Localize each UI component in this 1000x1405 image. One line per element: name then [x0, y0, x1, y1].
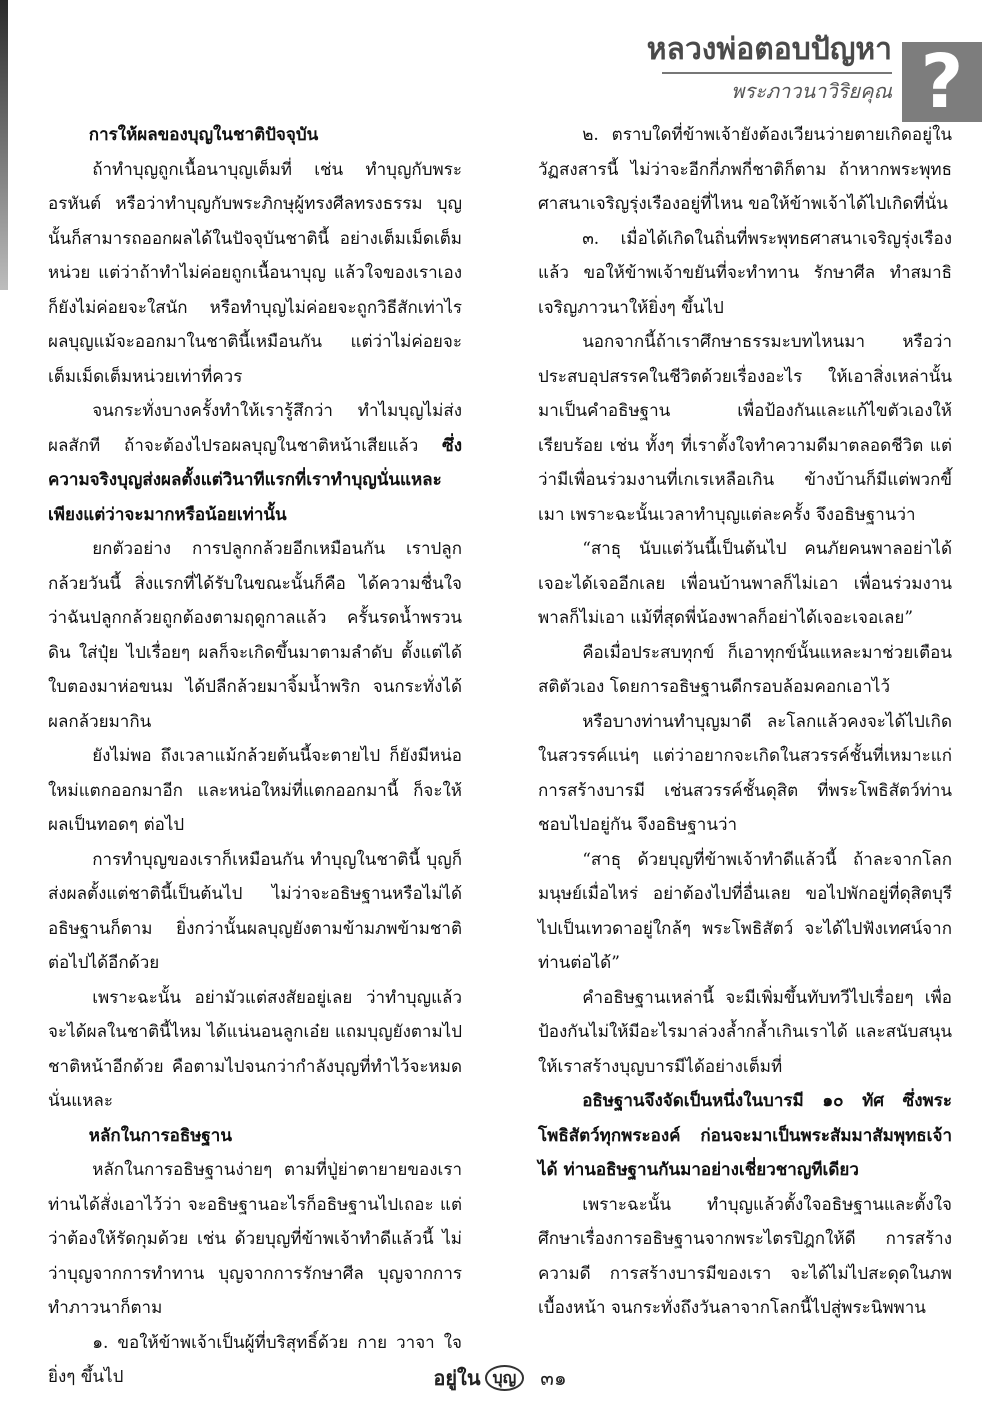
header-text-block	[647, 22, 892, 104]
body-paragraph: ๑. ขอให้ข้าพเจ้าเป็นผู้ที่บริสุทธิ์ด้วย กาย วาจา ใจ ยิ่งๆ ขึ้นไป	[48, 1332, 462, 1387]
logo-text-part-2: บุญ	[485, 1365, 525, 1391]
decorative-side-strip	[0, 0, 8, 290]
question-mark-icon: ?	[902, 42, 982, 122]
body-paragraph: เพราะฉะนั้น ทำบุญแล้วตั้งใจอธิษฐานและตั้งใจศึกษาเรื่องการอธิษฐานจากพระไตรปิฎกให้ดี การสร้างความดี การสร้างบารมีของเรา จะได้ไม่ไปสะดุดในภพเบื้องหน้า จนกระทั่งถึงวันลาจากโลกนี้ไปสู่พระนิพพาน	[538, 1194, 952, 1318]
section-heading: หลักในการอธิษฐาน	[88, 1125, 232, 1146]
left-text-column	[48, 118, 462, 1395]
page-number: ๓๑	[540, 1366, 567, 1390]
body-paragraph: ๒. ตราบใดที่ข้าพเจ้ายังต้องเวียนว่ายตายเกิดอยู่ในวัฏสงสารนี้ ไม่ว่าจะอีกกี่ภพกี่ชาติก็ตาม ถ้าหากพระพุทธศาสนาเจริญรุ่งเรืองอยู่ที่ไหน ขอให้ข้าพเจ้าได้ไปเกิดที่นั่น	[538, 125, 952, 214]
right-text-column	[538, 118, 952, 1326]
emphasized-text: ซึ่งความจริงบุญส่งผลตั้งแต่วินาทีแรกที่เราทำบุญนั่นแหละ เพียงแต่ว่าจะมากหรือน้อยเท่านั้น	[48, 435, 462, 525]
body-paragraph: ยกตัวอย่าง การปลูกกล้วยอีกเหมือนกัน เราปลูกกล้วยวันนี้ สิ่งแรกที่ได้รับในขณะนั้นก็คือ ได้ความชื่นใจว่าฉันปลูกกล้วยถูกต้องตามฤดูกาลแล้ว ครั้นรดน้ำพรวนดิน ใส่ปุ๋ย ไปเรื่อยๆ ผลก็จะเกิดขึ้นมาตามลำดับ ตั้งแต่ได้ใบตองมาห่อขนม ได้ปลีกล้วยมาจิ้มน้ำพริก จนกระทั่งได้ผลกล้วยมากิน	[48, 539, 462, 732]
column-author: พระภาวนาวิริยคุณ	[731, 79, 892, 103]
body-paragraph: หรือบางท่านทำบุญมาดี ละโลกแล้วคงจะได้ไปเกิดในสวรรค์แน่ๆ แต่ว่าอยากจะเกิดในสวรรค์ชั้นที่เหมาะแก่การสร้างบารมี เช่นสวรรค์ชั้นดุสิต ที่พระโพธิสัตว์ท่านชอบไปอยู่กัน จึงอธิษฐานว่า	[538, 711, 952, 835]
body-paragraph: เพราะฉะนั้น อย่ามัวแต่สงสัยอยู่เลย ว่าทำบุญแล้วจะได้ผลในชาตินี้ไหม ได้แน่นอนลูกเอ๋ย แถมบุญยังตามไปชาติหน้าอีกด้วย คือตามไปจนกว่ากำลังบุญที่ทำไว้จะหมดนั่นแหละ	[48, 987, 462, 1111]
page-footer	[0, 1362, 1000, 1394]
body-paragraph: “สาธุ นับแต่วันนี้เป็นต้นไป คนภัยคนพาลอย่าได้เจอะได้เจออีกเลย เพื่อนบ้านพาลก็ไม่เอา เพื่อนร่วมงานพาลก็ไม่เอา แม้ที่สุดพี่น้องพาลก็อย่าได้เจอะเจอเลย”	[538, 539, 952, 628]
section-heading: การให้ผลของบุญในชาติปัจจุบัน	[88, 125, 319, 145]
column-title: หลวงพ่อตอบปัญหา	[646, 32, 892, 67]
page-header	[646, 22, 982, 125]
paragraph-text: จนกระทั่งบางครั้งทำให้เรารู้สึกว่า ทำไมบุญไม่ส่งผลสักที ถ้าจะต้องไปรอผลบุญในชาติหน้าเสียแล้ว	[48, 401, 462, 456]
logo-text-part-1: อยู่ใน	[433, 1366, 481, 1390]
body-paragraph: ๓. เมื่อได้เกิดในถิ่นที่พระพุทธศาสนาเจริญรุ่งเรืองแล้ว ขอให้ข้าพเจ้าขยันที่จะทำทาน รักษาศีล ทำสมาธิเจริญภาวนาให้ยิ่งๆ ขึ้นไป	[538, 228, 952, 318]
body-paragraph: คำอธิษฐานเหล่านี้ จะมีเพิ่มขึ้นทับทวีไปเรื่อยๆ เพื่อป้องกันไม่ให้มีอะไรมาล่วงล้ำกล้ำเกินเราได้ และสนับสนุนให้เราสร้างบุญบารมีได้อย่างเต็มที่	[538, 987, 952, 1077]
body-paragraph: นอกจากนี้ถ้าเราศึกษาธรรมะบทไหนมา หรือว่าประสบอุปสรรคในชีวิตด้วยเรื่องอะไร ให้เอาสิ่งเหล่านั้นมาเป็นคำอธิษฐาน เพื่อป้องกันและแก้ไขตัวเองให้เรียบร้อย เช่น ทั้งๆ ที่เราตั้งใจทำความดีมาตลอดชีวิต แต่ว่ามีเพื่อนร่วมงานที่เกเรเหลือเกิน ข้างบ้านก็มีแต่พวกขี้เมา เพราะฉะนั้นเวลาทำบุญแต่ละครั้ง จึงอธิษฐานว่า	[538, 332, 952, 525]
body-paragraph: ถ้าทำบุญถูกเนื้อนาบุญเต็มที่ เช่น ทำบุญกับพระอรหันต์ หรือว่าทำบุญกับพระภิกษุผู้ทรงศีลทรงธรรม บุญนั้นก็สามารถออกผลได้ในปัจจุบันชาตินี้ อย่างเต็มเม็ดเต็มหน่วย แต่ว่าถ้าทำไม่ค่อยถูกเนื้อนาบุญ แล้วใจของเราเองก็ยังไม่ค่อยจะใสนัก หรือทำบุญไม่ค่อยจะถูกวิธีสักเท่าไร ผลบุญแม้จะออกมาในชาตินี้เหมือนกัน แต่ว่าไม่ค่อยจะเต็มเม็ดเต็มหน่วยเท่าที่ควร	[48, 159, 462, 387]
body-paragraph	[48, 394, 462, 532]
body-paragraph: หลักในการอธิษฐานง่ายๆ ตามที่ปู่ย่าตายายของเราท่านได้สั่งเอาไว้ว่า จะอธิษฐานอะไรก็อธิษฐานไปเถอะ แต่ว่าต้องให้รัดกุมด้วย เช่น ด้วยบุญที่ข้าพเจ้าทำดีแล้วนี้ ไม่ว่าบุญจากการทำทาน บุญจากการรักษาศีล บุญจากการทำภาวนาก็ตาม	[48, 1160, 462, 1318]
emphasized-paragraph: อธิษฐานจึงจัดเป็นหนึ่งในบารมี ๑๐ ทัศ ซึ่งพระโพธิสัตว์ทุกพระองค์ ก่อนจะมาเป็นพระสัมมาสัมพุทธเจ้าได้ ท่านอธิษฐานกันมาอย่างเชี่ยวชาญทีเดียว	[538, 1091, 952, 1180]
body-paragraph: ยังไม่พอ ถึงเวลาแม้กล้วยต้นนี้จะตายไป ก็ยังมีหน่อใหม่แตกออกมาอีก และหน่อใหม่ที่แตกออกมานี้ ก็จะให้ผลเป็นทอดๆ ต่อไป	[48, 746, 462, 835]
body-paragraph: คือเมื่อประสบทุกข์ ก็เอาทุกข์นั้นแหละมาช่วยเตือนสติตัวเอง โดยการอธิษฐานดีกรอบล้อมคอกเอาไว้	[538, 642, 952, 697]
body-paragraph: “สาธุ ด้วยบุญที่ข้าพเจ้าทำดีแล้วนี้ ถ้าละจากโลกมนุษย์เมื่อไหร่ อย่าต้องไปที่อื่นเลย ขอไปพักอยู่ที่ดุสิตบุรี ไปเป็นเทวดาอยู่ใกล้ๆ พระโพธิสัตว์ จะได้ไปฟังเทศน์จากท่านต่อได้”	[538, 849, 952, 973]
magazine-logo	[433, 1362, 524, 1394]
header-divider	[662, 72, 892, 74]
body-paragraph: การทำบุญของเราก็เหมือนกัน ทำบุญในชาตินี้ บุญก็ส่งผลตั้งแต่ชาตินี้เป็นต้นไป ไม่ว่าจะอธิษฐานหรือไม่ได้อธิษฐานก็ตาม ยิ่งกว่านั้นผลบุญยังตามข้ามภพข้ามชาติต่อไปได้อีกด้วย	[48, 849, 462, 973]
